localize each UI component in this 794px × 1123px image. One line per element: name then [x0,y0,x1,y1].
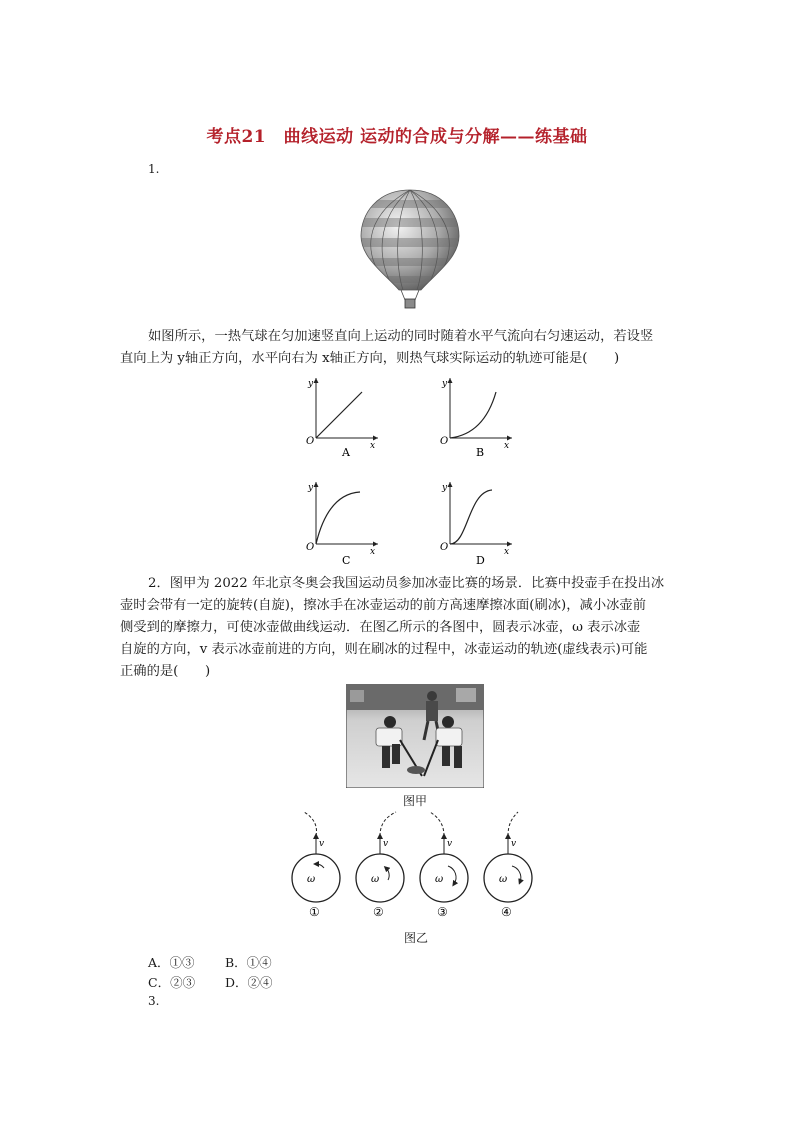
option-c[interactable]: C．②③ [148,975,196,990]
option-d[interactable]: D．②④ [225,975,273,990]
y-axis-label: y [442,483,448,493]
origin-label: O [306,542,315,553]
question-3-number: 3. [148,994,160,1008]
x-axis-label: x [504,547,510,557]
v-label: v [447,839,453,849]
question-2-text-line4: 自旋的方向，v 表示冰壶前进的方向，则在刷冰的过程中，冰壶运动的轨迹(虚线表示)可能 [120,642,648,657]
y-axis-label: y [442,379,448,389]
hot-air-balloon-image [355,186,465,316]
origin-label: O [306,436,315,447]
circle-label-1: ① [309,905,320,919]
x-axis-label: x [370,547,376,557]
question-1-text-line2: 直向上为 y轴正方向，水平向右为 x轴正方向，则热气球实际运动的轨迹可能是( ) [120,351,620,366]
option-a[interactable]: A．①③ [148,955,195,970]
question-2-text-line3: 侧受到的摩擦力，可使冰壶做曲线运动．在图乙所示的各图中，圆表示冰壶，ω 表示冰壶 [120,620,641,635]
question-1-number: 1. [148,162,160,176]
diagram-1 [292,812,340,919]
graph-label-a: A [342,446,350,458]
graph-a [300,372,384,458]
diagram-4 [484,812,532,919]
circle-label-4: ④ [501,905,512,919]
graph-c [300,474,384,568]
question-2-text-line5: 正确的是( ) [120,664,211,679]
graph-label-c: C [342,554,351,567]
v-label: v [383,839,389,849]
trajectory-curve-c [316,492,360,544]
question-1-text-line1: 如图所示，一热气球在匀加速竖直向上运动的同时随着水平气流向右匀速运动，若设竖 [148,329,654,344]
omega-label: ω [307,874,316,885]
v-label: v [319,839,325,849]
question-2-text-line2: 壶时会带有一定的旋转(自旋)，擦冰手在冰壶运动的前方高速摩擦冰面(刷冰)，减小冰壶前 [120,598,647,613]
omega-label: ω [435,874,444,885]
figure-caption: 图乙 [403,931,428,945]
origin-label: O [440,542,449,553]
graph-label-b: B [476,446,485,458]
x-axis-label: x [370,441,376,451]
y-axis-label: y [308,379,314,389]
curling-photo [346,684,484,788]
photo-caption: 图甲 [402,794,427,808]
graph-label-d: D [476,554,485,567]
trajectory-curve-d [450,490,492,544]
x-axis-label: x [504,441,510,451]
diagram-2 [356,812,404,919]
option-b[interactable]: B．①④ [225,955,272,970]
diagram-3 [420,812,468,919]
v-label: v [511,839,517,849]
graph-b [434,372,518,458]
question-2-text-line1: 2．图甲为 2022 年北京冬奥会我国运动员参加冰壶比赛的场景．比赛中投壶手在投出冰 [148,576,665,591]
y-axis-label: y [308,483,314,493]
circle-label-2: ② [373,905,384,919]
omega-label: ω [499,874,508,885]
trajectory-curve-b [450,392,496,438]
origin-label: O [440,436,449,447]
graph-d [434,474,518,568]
trajectory-line-a [316,392,362,438]
omega-label: ω [371,874,380,885]
curling-trajectory-diagrams [280,808,540,920]
page-title: 考点21 曲线运动 运动的合成与分解——练基础 [206,127,588,147]
circle-label-3: ③ [437,905,448,919]
